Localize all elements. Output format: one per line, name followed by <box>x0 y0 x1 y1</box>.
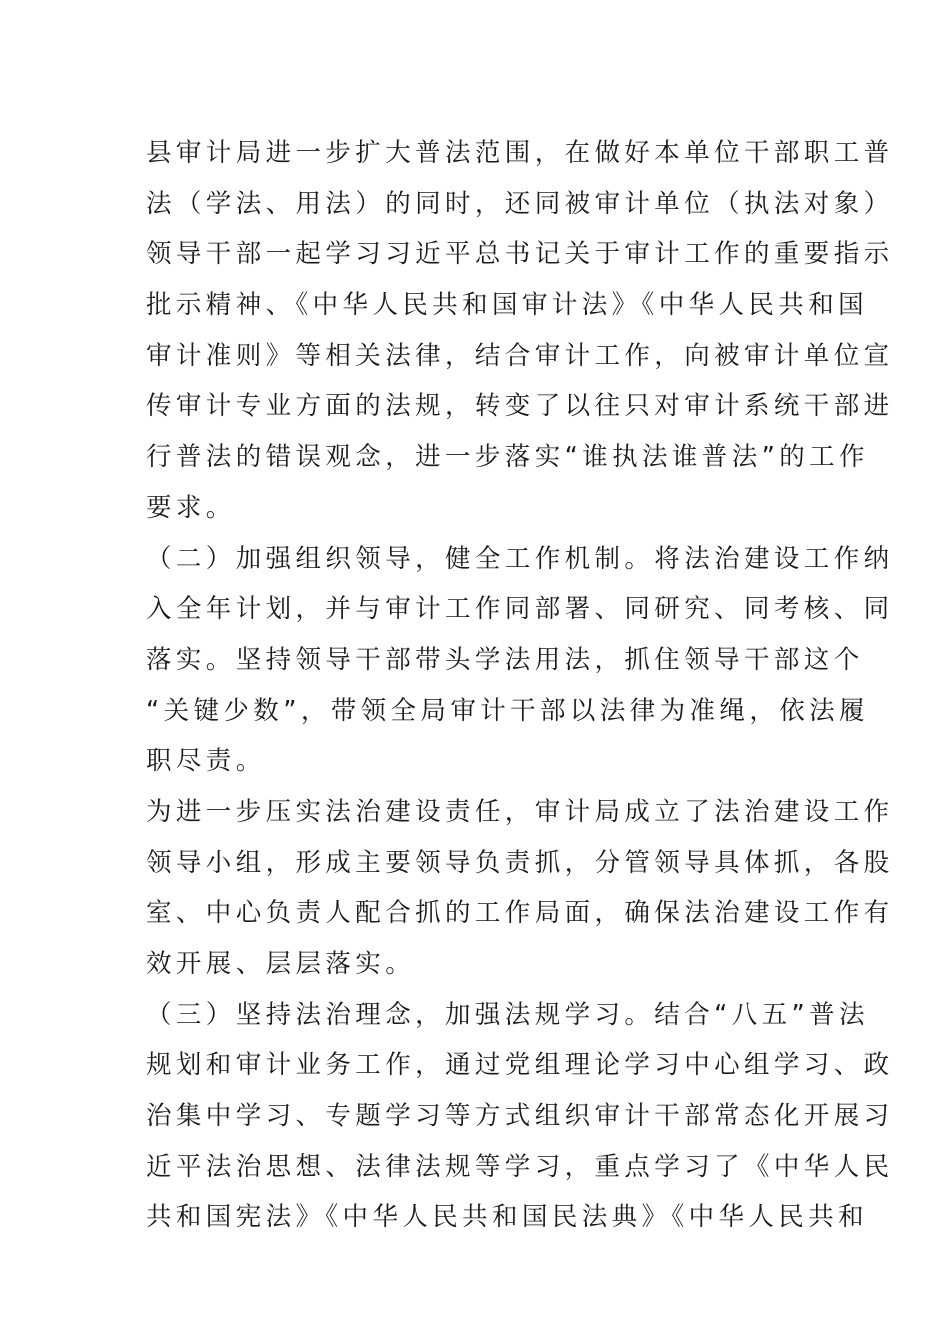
text-line: 县审计局进一步扩大普法范围，在做好本单位干部职工普 <box>146 138 894 168</box>
text-line: 为进一步压实法治建设责任，审计局成立了法治建设工作 <box>146 796 894 827</box>
text-line: 行普法的错误观念，进一步落实“谁执法谁普法”的工作 <box>146 442 869 473</box>
text-line: （三）坚持法治理念，加强法规学习。结合“八五”普法 <box>146 999 869 1030</box>
text-line: 审计准则》等相关法律，结合审计工作，向被审计单位宣 <box>146 340 894 371</box>
text-line: 批示精神、《中华人民共和国审计法》《中华人民共和国 <box>146 290 869 321</box>
text-line: 职尽责。 <box>146 746 266 777</box>
text-line: 近平法治思想、法律法规等学习，重点学习了《中华人民 <box>146 1151 894 1182</box>
body-text <box>146 128 894 1243</box>
text-line: 规划和审计业务工作，通过党组理论学习中心组学习、政 <box>146 1050 894 1081</box>
text-line: “关键少数”，带领全局审计干部以法律为准绳，依法履 <box>146 695 869 726</box>
text-line: 效开展、层层落实。 <box>146 949 416 979</box>
text-line: 法（学法、用法）的同时，还同被审计单位（执法对象） <box>146 188 894 219</box>
text-line: 传审计专业方面的法规，转变了以往只对审计系统干部进 <box>146 391 894 422</box>
text-line: 室、中心负责人配合抓的工作局面，确保法治建设工作有 <box>146 898 894 929</box>
text-line: 入全年计划，并与审计工作同部署、同研究、同考核、同 <box>146 594 894 625</box>
text-line: 领导小组，形成主要领导负责抓，分管领导具体抓，各股 <box>146 847 894 878</box>
text-line: 治集中学习、专题学习等方式组织审计干部常态化开展习 <box>146 1101 894 1132</box>
text-line: 要求。 <box>146 492 236 523</box>
text-line: 领导干部一起学习习近平总书记关于审计工作的重要指示 <box>146 239 894 270</box>
text-line: 共和国宪法》《中华人民共和国民法典》《中华人民共和 <box>146 1202 869 1233</box>
text-line: （二）加强组织领导，健全工作机制。将法治建设工作纳 <box>146 543 894 574</box>
text-line: 落实。坚持领导干部带头学法用法，抓住领导干部这个 <box>146 644 864 675</box>
